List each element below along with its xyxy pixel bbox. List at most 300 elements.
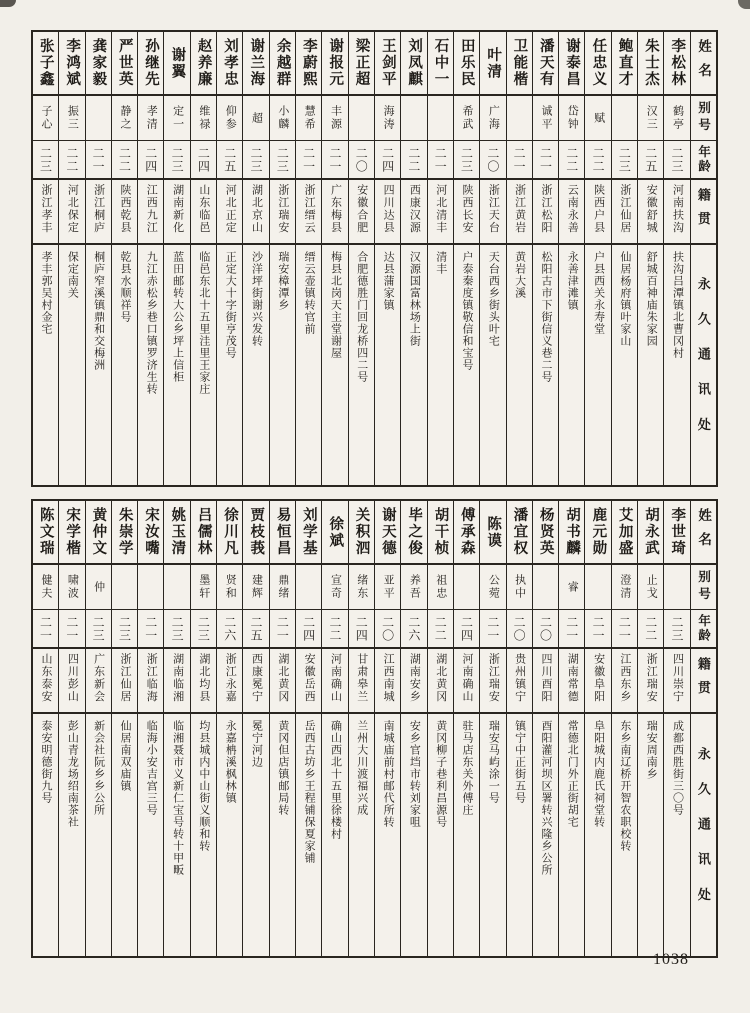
age-cell — [691, 609, 716, 647]
native-place-text: 四川酉阳 — [539, 653, 552, 703]
alias-cell — [33, 563, 58, 609]
person-column — [163, 32, 189, 485]
alias-text: 仰参 — [224, 105, 237, 131]
name-cell — [138, 32, 163, 94]
age-text: 二三 — [170, 615, 185, 642]
address-cell — [454, 243, 479, 485]
address-text: 黄冈但店镇邮局转 — [276, 720, 289, 816]
name-cell — [112, 501, 137, 563]
native-place-cell — [59, 178, 84, 243]
address-text: 合肥德胜门回龙桥四二号 — [355, 251, 368, 383]
person-column — [506, 32, 532, 485]
age-text: 二二 — [564, 146, 579, 173]
person-column — [374, 32, 400, 485]
address-text: 梅县北岗天主堂谢屋 — [329, 251, 342, 359]
age-cell — [86, 140, 111, 178]
address-cell — [401, 243, 426, 485]
alias-cell — [322, 94, 347, 140]
person-column — [348, 32, 374, 485]
address-text: 南城庙前村邮代所转 — [382, 720, 395, 828]
name-text: 赵养廉 — [195, 38, 212, 88]
age-cell — [375, 140, 400, 178]
alias-cell — [691, 94, 716, 140]
native-place-cell — [585, 178, 610, 243]
age-cell — [33, 609, 58, 647]
name-cell — [59, 32, 84, 94]
address-text: 泰安明德街九号 — [40, 720, 53, 804]
alias-cell — [664, 94, 689, 140]
name-cell — [164, 501, 189, 563]
address-cell — [428, 712, 453, 956]
alias-cell — [59, 94, 84, 140]
native-place-cell — [270, 178, 295, 243]
alias-cell — [296, 94, 321, 140]
age-cell — [507, 140, 532, 178]
scan-artifact-top-right — [738, 0, 750, 9]
person-column — [33, 501, 58, 956]
name-text: 鹿元勋 — [590, 507, 607, 557]
address-cell — [270, 243, 295, 485]
alias-text: 亚平 — [382, 574, 395, 600]
native-place-cell — [507, 178, 532, 243]
native-place-cell — [138, 178, 163, 243]
name-text: 卫能楷 — [511, 38, 528, 88]
alias-cell — [428, 563, 453, 609]
alias-text: 赋 — [592, 111, 605, 125]
native-place-text: 安徽舒城 — [645, 184, 658, 234]
address-text: 瑞安樟潭乡 — [276, 251, 289, 311]
address-text: 乾县水顺祥号 — [118, 251, 131, 323]
age-cell — [638, 609, 663, 647]
name-text: 陈文瑞 — [37, 507, 54, 557]
address-text: 九江赤松乡巷口镇罗济生转 — [145, 251, 158, 395]
alias-cell — [428, 94, 453, 140]
native-place-text: 四川崇宁 — [671, 653, 684, 703]
name-cell — [480, 501, 505, 563]
alias-cell — [191, 563, 216, 609]
age-cell — [585, 140, 610, 178]
alias-cell — [349, 563, 374, 609]
native-place-text: 浙江仙居 — [618, 184, 631, 234]
age-text: 二五 — [222, 146, 237, 173]
name-cell — [349, 32, 374, 94]
alias-cell — [585, 94, 610, 140]
age-cell — [664, 609, 689, 647]
name-text: 杨贤英 — [537, 507, 554, 557]
address-cell — [138, 243, 163, 485]
native-place-text: 湖北均县 — [197, 653, 210, 703]
name-text: 胡永武 — [642, 507, 659, 557]
alias-text: 希武 — [461, 105, 474, 131]
native-place-text: 浙江瑞安 — [487, 653, 500, 703]
person-column — [58, 32, 84, 485]
person-column — [33, 32, 58, 485]
address-cell — [691, 243, 716, 485]
address-cell — [428, 243, 453, 485]
native-place-cell — [533, 178, 558, 243]
alias-cell — [138, 94, 163, 140]
address-text: 沙洋坪街谢兴发转 — [250, 251, 263, 347]
age-text: 二四 — [196, 146, 211, 173]
name-text: 艾加盛 — [616, 507, 633, 557]
age-cell — [401, 609, 426, 647]
age-cell — [454, 140, 479, 178]
alias-text: 孝清 — [145, 105, 158, 131]
native-place-cell — [296, 647, 321, 712]
alias-cell — [507, 94, 532, 140]
age-cell — [585, 609, 610, 647]
age-cell — [191, 609, 216, 647]
address-cell — [164, 243, 189, 485]
age-cell — [559, 609, 584, 647]
native-place-text: 河北清丰 — [434, 184, 447, 234]
person-column — [348, 501, 374, 956]
name-text: 谢天德 — [379, 507, 396, 557]
address-cell — [533, 243, 558, 485]
native-place-cell — [612, 178, 637, 243]
address-text: 蓝田邮转大公乡坪上信柜 — [171, 251, 184, 383]
address-cell — [349, 243, 374, 485]
name-cell — [86, 32, 111, 94]
name-cell — [296, 32, 321, 94]
address-cell — [533, 712, 558, 956]
native-place-cell — [33, 178, 58, 243]
age-cell — [480, 609, 505, 647]
address-text: 瑞安周南乡 — [645, 720, 658, 780]
native-place-text: 湖北京山 — [250, 184, 263, 234]
age-text: 二三 — [117, 615, 132, 642]
age-cell — [270, 140, 295, 178]
alias-text: 止戈 — [645, 574, 658, 600]
alias-cell — [401, 563, 426, 609]
native-place-text: 河北保定 — [66, 184, 79, 234]
native-place-text: 浙江桐庐 — [92, 184, 105, 234]
alias-cell — [217, 563, 242, 609]
address-text: 天台西乡街头叶宅 — [487, 251, 500, 347]
native-place-cell — [349, 178, 374, 243]
address-text: 成都西胜街三〇号 — [671, 720, 684, 816]
age-text: 二一 — [91, 146, 106, 173]
person-column — [584, 32, 610, 485]
name-cell — [454, 32, 479, 94]
address-cell — [664, 243, 689, 485]
address-text: 驻马店东关外傅庄 — [461, 720, 474, 816]
address-cell — [59, 712, 84, 956]
alias-cell — [164, 563, 189, 609]
alias-text: 静之 — [118, 105, 131, 131]
address-cell — [664, 712, 689, 956]
native-place-cell — [507, 647, 532, 712]
address-cell — [191, 243, 216, 485]
alias-text: 建辉 — [250, 574, 263, 600]
alias-cell — [533, 94, 558, 140]
address-text: 户泰秦度镇敬信和宝号 — [461, 251, 474, 371]
age-text: 二五 — [249, 615, 264, 642]
name-cell — [191, 32, 216, 94]
alias-text: 养吾 — [408, 574, 421, 600]
address-cell — [112, 243, 137, 485]
alias-cell — [638, 94, 663, 140]
name-cell — [270, 501, 295, 563]
age-text: 二一 — [512, 146, 527, 173]
address-text: 临邑东北十五里洼里王家庄 — [197, 251, 210, 395]
alias-cell — [375, 563, 400, 609]
person-column — [242, 32, 268, 485]
person-column — [58, 501, 84, 956]
native-place-text: 河南扶沟 — [671, 184, 684, 234]
address-text: 孝丰郭吴村金宅 — [40, 251, 53, 335]
address-cell — [112, 712, 137, 956]
alias-cell — [612, 94, 637, 140]
native-place-cell — [191, 178, 216, 243]
native-place-text: 浙江孝丰 — [40, 184, 53, 234]
native-place-cell — [375, 647, 400, 712]
person-column — [85, 501, 111, 956]
person-column — [111, 501, 137, 956]
name-text: 宋学楷 — [64, 507, 81, 557]
alias-text: 慧希 — [303, 105, 316, 131]
native-place-cell — [401, 647, 426, 712]
alias-text: 丰源 — [329, 105, 342, 131]
person-column — [190, 32, 216, 485]
person-column — [137, 32, 163, 485]
alias-cell — [86, 94, 111, 140]
native-place-text: 陕西乾县 — [118, 184, 131, 234]
age-text: 二二 — [406, 146, 421, 173]
alias-cell — [243, 94, 268, 140]
native-place-text: 湖南新化 — [171, 184, 184, 234]
address-cell — [691, 712, 716, 956]
name-cell — [480, 32, 505, 94]
name-cell — [33, 32, 58, 94]
alias-cell — [191, 94, 216, 140]
header-alias-label: 别号 — [696, 101, 711, 135]
native-place-cell — [217, 178, 242, 243]
directory-table-bottom — [31, 499, 718, 958]
alias-cell — [480, 563, 505, 609]
age-text: 二三 — [38, 146, 53, 173]
address-cell — [33, 712, 58, 956]
name-text: 龚家毅 — [90, 38, 107, 88]
address-text: 户县西关永寿堂 — [592, 251, 605, 335]
address-text: 均县城内中山街义顺和转 — [197, 720, 210, 852]
name-text: 刘凤麒 — [406, 38, 423, 88]
address-text: 保定南关 — [66, 251, 79, 299]
person-column — [637, 501, 663, 956]
native-place-cell — [559, 178, 584, 243]
name-text: 吕儒林 — [195, 507, 212, 557]
alias-cell — [270, 94, 295, 140]
scan-artifact-top-left — [0, 0, 16, 7]
name-text: 严世英 — [116, 38, 133, 88]
name-text: 李松林 — [669, 38, 686, 88]
person-column — [611, 501, 637, 956]
header-column — [690, 32, 716, 485]
native-place-text: 甘肃皋兰 — [355, 653, 368, 703]
age-cell — [664, 140, 689, 178]
age-cell — [559, 140, 584, 178]
header-alias-label: 别号 — [696, 570, 711, 604]
name-text: 李世琦 — [669, 507, 686, 557]
age-cell — [86, 609, 111, 647]
name-text: 田乐民 — [458, 38, 475, 88]
name-text: 李蔚熙 — [300, 38, 317, 88]
age-text: 二三 — [196, 615, 211, 642]
age-text: 二四 — [380, 146, 395, 173]
alias-cell — [217, 94, 242, 140]
name-text: 傅承森 — [458, 507, 475, 557]
header-column — [690, 501, 716, 956]
name-text: 易恒昌 — [274, 507, 291, 557]
header-name-label: 姓名 — [696, 507, 712, 557]
name-cell — [243, 32, 268, 94]
native-place-text: 山东临邑 — [197, 184, 210, 234]
alias-cell — [164, 94, 189, 140]
name-text: 任忠义 — [590, 38, 607, 88]
address-text: 仙居南双庙镇 — [118, 720, 131, 792]
alias-cell — [138, 563, 163, 609]
address-text: 常德北门外正街胡宅 — [566, 720, 579, 828]
alias-cell — [559, 563, 584, 609]
age-cell — [428, 140, 453, 178]
native-place-cell — [33, 647, 58, 712]
age-cell — [59, 140, 84, 178]
address-cell — [638, 243, 663, 485]
name-cell — [59, 501, 84, 563]
address-cell — [480, 712, 505, 956]
native-place-cell — [454, 647, 479, 712]
header-age-label: 年龄 — [696, 145, 711, 174]
name-cell — [612, 32, 637, 94]
age-cell — [217, 140, 242, 178]
name-cell — [585, 32, 610, 94]
name-cell — [428, 32, 453, 94]
native-place-cell — [664, 178, 689, 243]
name-text: 胡书麟 — [564, 507, 581, 557]
age-text: 二〇 — [512, 615, 527, 642]
address-cell — [217, 712, 242, 956]
address-text: 镇宁中正街五号 — [513, 720, 526, 804]
person-column — [427, 501, 453, 956]
name-text: 余越群 — [274, 38, 291, 88]
native-place-text: 浙江仙居 — [118, 653, 131, 703]
alias-cell — [454, 94, 479, 140]
age-text: 二三 — [249, 146, 264, 173]
name-text: 石中一 — [432, 38, 449, 88]
name-text: 张子鑫 — [37, 38, 54, 88]
name-text: 叶清 — [485, 46, 502, 80]
native-place-cell — [428, 647, 453, 712]
age-cell — [349, 609, 374, 647]
native-place-text: 云南永善 — [566, 184, 579, 234]
native-place-text: 江西南城 — [382, 653, 395, 703]
name-text: 孙继先 — [143, 38, 160, 88]
age-text: 二一 — [564, 615, 579, 642]
alias-cell — [33, 94, 58, 140]
person-column — [479, 32, 505, 485]
native-place-text: 河南确山 — [461, 653, 474, 703]
address-text: 临海小安吉宫三号 — [145, 720, 158, 816]
alias-cell — [401, 94, 426, 140]
age-text: 二一 — [617, 615, 632, 642]
name-cell — [638, 501, 663, 563]
alias-text: 宣奇 — [329, 574, 342, 600]
address-text: 东乡南辽桥开智农职校转 — [618, 720, 631, 852]
header-address-label: 永久通讯处 — [695, 277, 711, 453]
alias-cell — [296, 563, 321, 609]
name-cell — [691, 501, 716, 563]
name-cell — [454, 501, 479, 563]
address-text: 永嘉柟溪枫林镇 — [224, 720, 237, 804]
person-column — [137, 501, 163, 956]
name-cell — [86, 501, 111, 563]
alias-text: 执中 — [513, 574, 526, 600]
native-place-cell — [270, 647, 295, 712]
native-place-text: 陕西长安 — [461, 184, 474, 234]
address-text: 永善津滩镇 — [566, 251, 579, 311]
alias-cell — [559, 94, 584, 140]
native-place-cell — [664, 647, 689, 712]
address-cell — [480, 243, 505, 485]
person-column — [558, 501, 584, 956]
alias-cell — [59, 563, 84, 609]
address-cell — [375, 712, 400, 956]
alias-cell — [480, 94, 505, 140]
address-text: 彭山青龙场绍南茶社 — [66, 720, 79, 828]
age-text: 二二 — [643, 615, 658, 642]
age-cell — [138, 140, 163, 178]
person-column — [479, 501, 505, 956]
alias-text: 海涛 — [382, 105, 395, 131]
native-place-cell — [691, 178, 716, 243]
native-place-text: 西康汉源 — [408, 184, 421, 234]
native-place-cell — [480, 647, 505, 712]
age-text: 二四 — [459, 615, 474, 642]
address-text: 黄岩大溪 — [513, 251, 526, 299]
native-place-text: 湖南临湘 — [171, 653, 184, 703]
alias-text: 维禄 — [197, 105, 210, 131]
alias-text: 睿 — [566, 580, 579, 594]
age-cell — [164, 609, 189, 647]
address-cell — [401, 712, 426, 956]
native-place-text: 贵州镇宁 — [513, 653, 526, 703]
person-column — [453, 501, 479, 956]
address-cell — [191, 712, 216, 956]
alias-cell — [86, 563, 111, 609]
age-text: 二一 — [64, 615, 79, 642]
name-cell — [322, 501, 347, 563]
person-column — [532, 32, 558, 485]
age-text: 二一 — [485, 615, 500, 642]
native-place-text: 安徽合肥 — [355, 184, 368, 234]
age-cell — [375, 609, 400, 647]
address-text: 黄冈柳子巷利昌源号 — [434, 720, 447, 828]
age-text: 二二 — [591, 146, 606, 173]
native-place-text: 陕西户县 — [592, 184, 605, 234]
name-cell — [217, 501, 242, 563]
alias-cell — [112, 94, 137, 140]
name-text: 谢翼 — [169, 46, 186, 80]
alias-cell — [375, 94, 400, 140]
address-cell — [612, 712, 637, 956]
alias-text: 绪东 — [355, 574, 368, 600]
age-cell — [296, 609, 321, 647]
alias-text: 墨轩 — [197, 574, 210, 600]
name-cell — [401, 501, 426, 563]
age-cell — [612, 140, 637, 178]
address-cell — [86, 712, 111, 956]
address-cell — [296, 712, 321, 956]
